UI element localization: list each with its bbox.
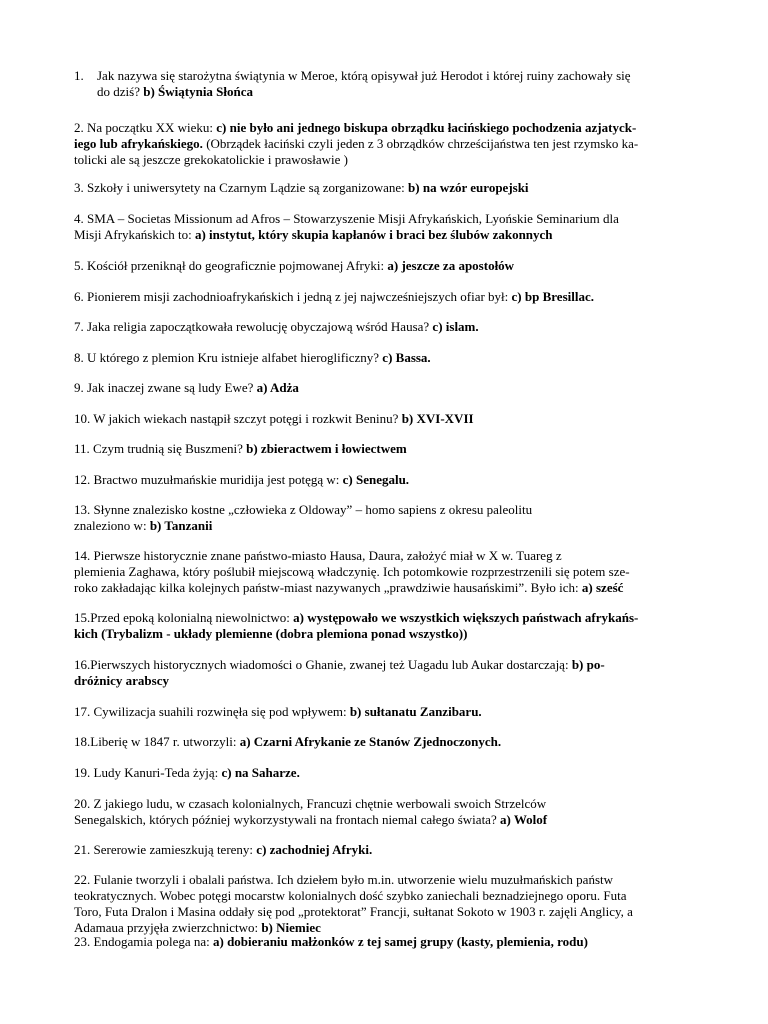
answer: a) instytut, który skupia kapłanów i braci bez ślubów zakonnych bbox=[191, 227, 553, 242]
answer: b) zbieractwem i łowiectwem bbox=[242, 441, 407, 456]
question-text: 7. Jaka religia zapoczątkowała rewolucję obyczajową wśród Hausa? c) islam. bbox=[74, 319, 479, 334]
question-7 bbox=[74, 319, 694, 335]
question-text: roko zakładając kilka kolejnych państw-miast nazywanych „prawdziwie hausańskimi”. Było ich: a) sześć bbox=[74, 580, 624, 595]
question-10 bbox=[74, 411, 694, 427]
question-5 bbox=[74, 258, 694, 274]
question-text: plemienia Zaghawa, który poślubił miejscową władczynię. Ich potomkowie rozprzestrzenili się potem sze- bbox=[74, 564, 630, 579]
question-17 bbox=[74, 704, 694, 720]
answer: a) Czarni Afrykanie ze Stanów Zjednoczonych. bbox=[236, 734, 502, 749]
question-11 bbox=[74, 441, 694, 457]
answer: a) występowało we wszystkich większych państwach afrykańs- bbox=[289, 610, 639, 625]
question-6 bbox=[74, 289, 694, 305]
question-text: znaleziono w: b) Tanzanii bbox=[74, 518, 213, 533]
question-20 bbox=[74, 796, 694, 828]
question-text: 2. Na początku XX wieku: c) nie było ani jednego biskupa obrządku łacińskiego pochodzenia azjatyck- bbox=[74, 120, 637, 135]
question-text: Misji Afrykańskich to: a) instytut, który skupia kapłanów i braci bez ślubów zakonnych bbox=[74, 227, 553, 242]
question-text: 17. Cywilizacja suahili rozwinęła się pod wpływem: b) sułtanatu Zanzibaru. bbox=[74, 704, 482, 719]
answer: c) nie było ani jednego biskupa obrządku łacińskiego pochodzenia azjatyck- bbox=[213, 120, 637, 135]
question-9 bbox=[74, 380, 694, 396]
question-18 bbox=[74, 734, 694, 750]
question-text: 11. Czym trudnią się Buszmeni? b) zbieractwem i łowiectwem bbox=[74, 441, 407, 456]
question-1 bbox=[74, 68, 694, 100]
question-15 bbox=[74, 610, 694, 642]
answer: c) zachodniej Afryki. bbox=[253, 842, 373, 857]
question-text: tolicki ale są jeszcze grekokatolickie i prawosławie ) bbox=[74, 152, 348, 167]
question-text: 8. U którego z plemion Kru istnieje alfabet hieroglificzny? c) Bassa. bbox=[74, 350, 431, 365]
answer: b) XVI-XVII bbox=[398, 411, 474, 426]
answer: c) Bassa. bbox=[379, 350, 431, 365]
question-text: 19. Ludy Kanuri-Teda żyją: c) na Saharze. bbox=[74, 765, 300, 780]
answer: iego lub afrykańskiego. bbox=[74, 136, 203, 151]
answer: b) Świątynia Słońca bbox=[139, 84, 254, 99]
question-22 bbox=[74, 872, 694, 936]
answer: b) Niemiec bbox=[258, 920, 321, 935]
question-21 bbox=[74, 842, 694, 858]
answer: a) dobieraniu małżonków z tej samej grupy (kasty, plemienia, rodu) bbox=[209, 934, 588, 949]
answer: kich (Trybalizm - układy plemienne (dobra plemiona ponad wszystko)) bbox=[74, 626, 468, 641]
question-14 bbox=[74, 548, 694, 596]
question-text: 12. Bractwo muzułmańskie muridija jest potęgą w: c) Senegalu. bbox=[74, 472, 410, 487]
answer: b) na wzór europejski bbox=[404, 180, 529, 195]
question-text: 3. Szkoły i uniwersytety na Czarnym Lądzie są zorganizowane: b) na wzór europejski bbox=[74, 180, 529, 195]
answer: c) bp Bresillac. bbox=[508, 289, 594, 304]
question-text: 21. Sererowie zamieszkują tereny: c) zachodniej Afryki. bbox=[74, 842, 373, 857]
question-4 bbox=[74, 211, 694, 243]
question-19 bbox=[74, 765, 694, 781]
question-text: 16.Pierwszych historycznych wiadomości o Ghanie, zwanej też Uagadu lub Aukar dostarczają: b) po- bbox=[74, 657, 605, 672]
question-text: 5. Kościół przeniknął do geograficznie pojmowanej Afryki: a) jeszcze za apostołów bbox=[74, 258, 515, 273]
question-text: do dziś? b) Świątynia Słońca bbox=[97, 84, 254, 99]
question-3 bbox=[74, 180, 694, 196]
question-text bbox=[74, 673, 694, 689]
question-8 bbox=[74, 350, 694, 366]
question-12 bbox=[74, 472, 694, 488]
answer: c) islam. bbox=[429, 319, 479, 334]
question-text: Toro, Futa Dralon i Masina oddały się pod „protektorat” Francji, sułtanat Sokoto w 1903 r. zajęli Anglicy, a bbox=[74, 904, 633, 919]
question-text: 20. Z jakiego ludu, w czasach kolonialnych, Francuzi chętnie werbowali swoich Strzelców bbox=[74, 796, 547, 811]
answer: a) Adża bbox=[253, 380, 299, 395]
answer: b) sułtanatu Zanzibaru. bbox=[346, 704, 482, 719]
answer: a) jeszcze za apostołów bbox=[384, 258, 515, 273]
answer: c) Senegalu. bbox=[339, 472, 410, 487]
answer: b) Tanzanii bbox=[146, 518, 213, 533]
question-text: 22. Fulanie tworzyli i obalali państwa. Ich dziełem było m.in. utworzenie wielu muzułmańskich państw bbox=[74, 872, 614, 887]
question-text: teokratycznych. Wobec potęgi mocarstw kolonialnych dość szybko zaniechali beznadziejnego oporu. Futa bbox=[74, 888, 627, 903]
question-2 bbox=[74, 120, 694, 168]
answer: dróżnicy arabscy bbox=[74, 673, 169, 688]
question-text bbox=[74, 626, 694, 642]
question-text: 10. W jakich wiekach nastąpił szczyt potęgi i rozkwit Beninu? b) XVI-XVII bbox=[74, 411, 474, 426]
question-text: 6. Pionierem misji zachodnioafrykańskich i jedną z jej najwcześniejszych ofiar był: c) bp Bresillac. bbox=[74, 289, 594, 304]
question-text: 23. Endogamia polega na: a) dobieraniu małżonków z tej samej grupy (kasty, plemienia, rodu) bbox=[74, 934, 588, 949]
question-text: 18.Liberię w 1847 r. utworzyli: a) Czarni Afrykanie ze Stanów Zjednoczonych. bbox=[74, 734, 502, 749]
question-text: 14. Pierwsze historycznie znane państwo-miasto Hausa, Daura, założyć miał w X w. Tuareg z bbox=[74, 548, 562, 563]
question-text: 1. Jak nazywa się starożytna świątynia w Meroe, którą opisywał już Herodot i której ruiny zachowały się bbox=[74, 68, 631, 83]
question-23 bbox=[74, 934, 694, 950]
answer: b) po- bbox=[568, 657, 605, 672]
question-13 bbox=[74, 502, 694, 534]
question-text: Adamaua przyjęła zwierzchnictwo: b) Niemiec bbox=[74, 920, 321, 935]
question-text: iego lub afrykańskiego. (Obrządek łaciński czyli jeden z 3 obrządków chrześcijaństwa ten jest rzymsko ka- bbox=[74, 136, 639, 151]
question-text: Senegalskich, których później wykorzystywali na frontach niemal całego świata? a) Wolof bbox=[74, 812, 548, 827]
question-16 bbox=[74, 657, 694, 689]
answer: a) Wolof bbox=[496, 812, 548, 827]
question-text: 13. Słynne znalezisko kostne „człowieka z Oldoway” – homo sapiens z okresu paleolitu bbox=[74, 502, 533, 517]
question-text: 9. Jak inaczej zwane są ludy Ewe? a) Adża bbox=[74, 380, 299, 395]
answer: a) sześć bbox=[578, 580, 624, 595]
question-text: 15.Przed epoką kolonialną niewolnictwo: a) występowało we wszystkich większych państwach afrykańs- bbox=[74, 610, 639, 625]
answer: c) na Saharze. bbox=[218, 765, 300, 780]
question-text: 4. SMA – Societas Missionum ad Afros – Stowarzyszenie Misji Afrykańskich, Lyońskie Seminarium dla bbox=[74, 211, 619, 226]
